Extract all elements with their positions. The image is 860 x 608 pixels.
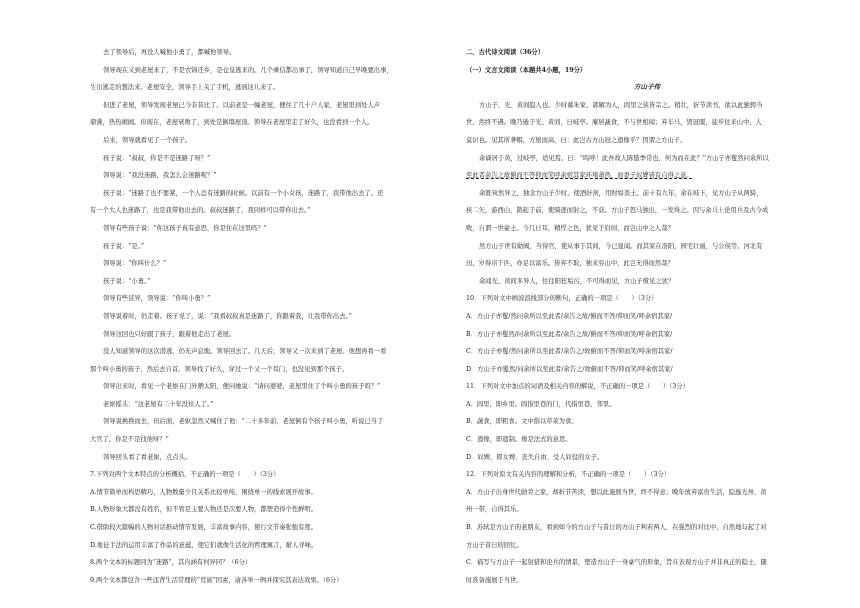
- story-line: 后来，领导就看见了一个孩子。: [103, 136, 192, 144]
- story-line: 领导出来时，看见一个老妪在门外晒太阳，便问她说：“请问婆婆，老屋里住了个叫小勇的孩子吗？”: [103, 383, 381, 391]
- passage-line: 莫识也。见其所著帽，方屋而高，曰：此岂古方山冠之遗像乎？因谓之方山子。: [466, 136, 687, 144]
- question-7-option-d: D.象征手法的运用丰富了作品的意蕴，使它们就像生活化的哲理寓言，耐人寻味。: [90, 541, 318, 549]
- passage-line: 余谪居于黄，过岐亭，适见焉。曰：“呜呼！此吾故人陈慥季常也，何为而在此？”方山子亦矍然问余所以: [479, 154, 769, 162]
- story-line: 领导说：“我没迷路，我怎么会迷路呢？”: [103, 172, 217, 180]
- story-line: 领导说换换而去，但后面，老妪忽然又喊住了他：“二十多年前，老屋倒有个孩子叫小勇，听说已当了: [103, 418, 384, 426]
- passage-line: 然方山子世有勋阀，当得官，使从事于其间，今已显闻。而其家在洛阳，园宅壮丽，与公侯等。河北有: [479, 242, 763, 250]
- story-line: 领导有些孩子说：“你这孩子真有意思，你是住在这里吗？”: [103, 224, 267, 232]
- question-8: 8.两个文本的标题同为“迷路”，其内涵有何异同？（6分）: [90, 559, 252, 567]
- question-7-option-c: C.借助较大篇幅的人物对话推动情节发展，丰富故事内容，使行文节奏张弛有度。: [90, 524, 317, 532]
- question-10-option-a: A．方山子亦矍/然问余所以至此者/余告之故/俯而不答/仰而笑/呼余宿其家/: [466, 312, 673, 320]
- question-7: 7.下列对两个文本特点的分析概括，不正确的一项是（ ）（3分）: [90, 471, 280, 479]
- passage-title: 方山子传: [633, 83, 661, 92]
- story-line: 领导回头看了看老妪，点点头。: [103, 453, 192, 461]
- passage-line: 余闻光、黄间多异人，往往阳狂垢污，不可得而见，方山子傥见之欤？: [479, 277, 675, 285]
- story-line: 那个叫小勇的孩子，然后去自首。领导找了好久，穿过一个又一个耳门，也没见到那个孩子。: [90, 365, 349, 373]
- story-line: 大官了，你是不是找他呀？”: [90, 436, 169, 444]
- story-line: 没人知道领导的这次潜逃，仍无声息地。领导回去了。几天后，领导又一次来到了老屋。他想再看一看: [103, 348, 387, 356]
- story-line: 老妪摇头：“这老屋有二十年没住人了。”: [103, 400, 214, 408]
- question-12-option-b-cont: 方山子昔日的回忆。: [466, 541, 523, 549]
- story-line: 鼎沸，热热闹闹。但现在，老屋衰败了，到处是倒塌屋顶。领导在老屋里走了好久，也没看到一个人。: [90, 119, 374, 127]
- story-line: 领导现在又到老屋来了，不是衣锦还乡，是仓皇逃来的。几个乘信都出事了，领导知道自己早晚要出事，: [103, 66, 393, 74]
- story-line: 领导这回也只好跟了孩子，跟着他走出了老屋。: [103, 330, 236, 338]
- passage-line: 余既耸然异之，独念方山子少时，使酒好剑，用财如粪土。前十有九年，余在岐下，见方山子从两骑，: [479, 189, 763, 197]
- story-line: 领导有些诧异，领导说：“你叫小勇？”: [103, 295, 211, 303]
- passage-line: 世，然终不遇。晚乃遁于光、黄间，曰岐亭。庵居蔬食，不与世相闻；弃车马，毁冠服，徒步往来山中，人: [466, 119, 762, 127]
- question-11-option-b: B．蔬食，即粗食。文中指以草菜为食。: [466, 418, 578, 426]
- story-line: 去了领导后，再没人喊他小勇了，都喊他领导。: [103, 49, 236, 56]
- story-line: 孩子说：“是。”: [103, 242, 145, 250]
- question-10-option-d: D．方山子亦矍然/问余所以至此者/余告之/故俯而不答/仰而笑/呼余宿其家/: [466, 365, 673, 373]
- subsection-heading: （一）文言文阅读（本题共4小题，19分）: [466, 66, 587, 74]
- story-line: 但进了老屋，领导发现老屋已今非昔比了。以前老是一幢老屋，便住了几十户人家，老屋里到处人声: [103, 101, 381, 109]
- story-line: 孩子说：“迷路了也不要紧，一个人总有迷路的时候。以前有一个小女孩，迷路了，我带他出去了。还: [103, 189, 384, 197]
- story-line: 孩子说：“叔叔，你是不是迷路了呀？”: [103, 154, 211, 162]
- question-11-option-d: D．奴婢，即女婢，丧失自由、受人奴役的女子。: [466, 453, 604, 461]
- passage-line: 方山子，光、黄间隐人也。少时慕朱家、郭解为人，闾里之侠皆宗之。稍壮，折节读书，欲以此驰骋当: [479, 101, 763, 109]
- question-12-option-b: B．苏轼是方山子的老朋友，看到如今的方山子与昔日的方山子判若两人，在强烈的对比中，自然地勾起了对: [466, 524, 767, 532]
- question-10-option-b: B．方山子亦矍然/问余所以至此者/余告之故/俯而不答/仰而笑/呼余宿其家/: [466, 330, 673, 338]
- section-heading: 二、古代诗文阅读（36分）: [466, 49, 545, 56]
- story-line: 领导说：“你叫什么？”: [103, 260, 167, 268]
- question-12: 12．下列对原文有关内容的理解和分析，不正确的一项是（ ）（3分）: [466, 471, 671, 479]
- passage-line: 田，岁得帛千匹，亦足以富乐。皆弃不取，独来穷山中，此岂无得而然哉？: [466, 260, 674, 268]
- question-12-option-a-cont: 州一带，自得其乐。: [466, 506, 523, 514]
- question-10-option-c: C．方山子亦矍/然问余所以至此者/余告之/故俯而不答/仰而笑/呼余宿其家/: [466, 348, 673, 356]
- story-line: 生出逃走的想法来。老屋安全，领导手上关了手机，逃到这儿来了。: [90, 84, 279, 92]
- question-11-option-a: A．闾里，即乡里。闾指里巷的门，代指里巷、邻里。: [466, 400, 616, 408]
- question-9: 9.两个文本都包含一些违背生活常理的“荒诞”因素，请各举一例并探究其表达效果。（6分）: [90, 576, 343, 584]
- question-12-option-c: C．描写与方山子一起射猎和论兵的情景，塑造方山子一身豪气的形象，旨在表现方山子并非真正的隐士，随: [466, 559, 767, 567]
- question-7-option-b: B.人物形象大都没有姓名，但不管是主要人物还是次要人物，都塑造得个性鲜明。: [90, 506, 318, 514]
- question-11-option-c: C．遗像，即遗制。像是法式的意思。: [466, 436, 572, 444]
- question-12-option-a: A．方山子出身世代勋劳之家，却折节苦读，想以此施展当世，终不得意；晚年放弃富贵生活，隐逸光州、黄: [466, 488, 767, 496]
- question-12-option-c-cont: 时准备施展于当世。: [466, 576, 523, 584]
- question-11: 11．下列对文中加点的词语及相关内容的解说，不正确的一项是（ ）（3分）: [466, 383, 689, 391]
- story-line: 有一个大人也迷路了，也是我带他出去的。叔叔迷路了，我同样可以带你出去。”: [90, 207, 311, 215]
- passage-line-wavy: 至此者余告之故俯而不答仰而笑呼余宿其家环堵萧然，而妻子奴婢皆有自得之意。: [466, 172, 693, 180]
- left-column: [90, 44, 435, 589]
- question-10: 10．下列对文中画波浪线部分的断句，正确的一项是（ ）（3分）: [466, 295, 658, 303]
- story-line: 孩子说：“小勇。”: [103, 277, 151, 285]
- right-column: [466, 44, 828, 589]
- story-line: 领导说着时，仍走着。孩子见了，说：“我看叔叔真是迷路了，你跟着我，让我带你出去。”: [103, 312, 352, 320]
- passage-line: 挟二矢，游西山，鹊起于前，使骑逐而射之，不获。方山子怒马独出，一发得之。因与余马上论用兵及古今成: [466, 207, 769, 215]
- passage-line: 败，自谓一世豪士。今几日耳，精悍之色，犹见于眉间，而岂山中之人哉？: [466, 224, 674, 232]
- question-7-option-a: A.情节简单而构思精巧，人物数量少且关系比较单纯，围绕单一的线索展开故事。: [90, 488, 317, 496]
